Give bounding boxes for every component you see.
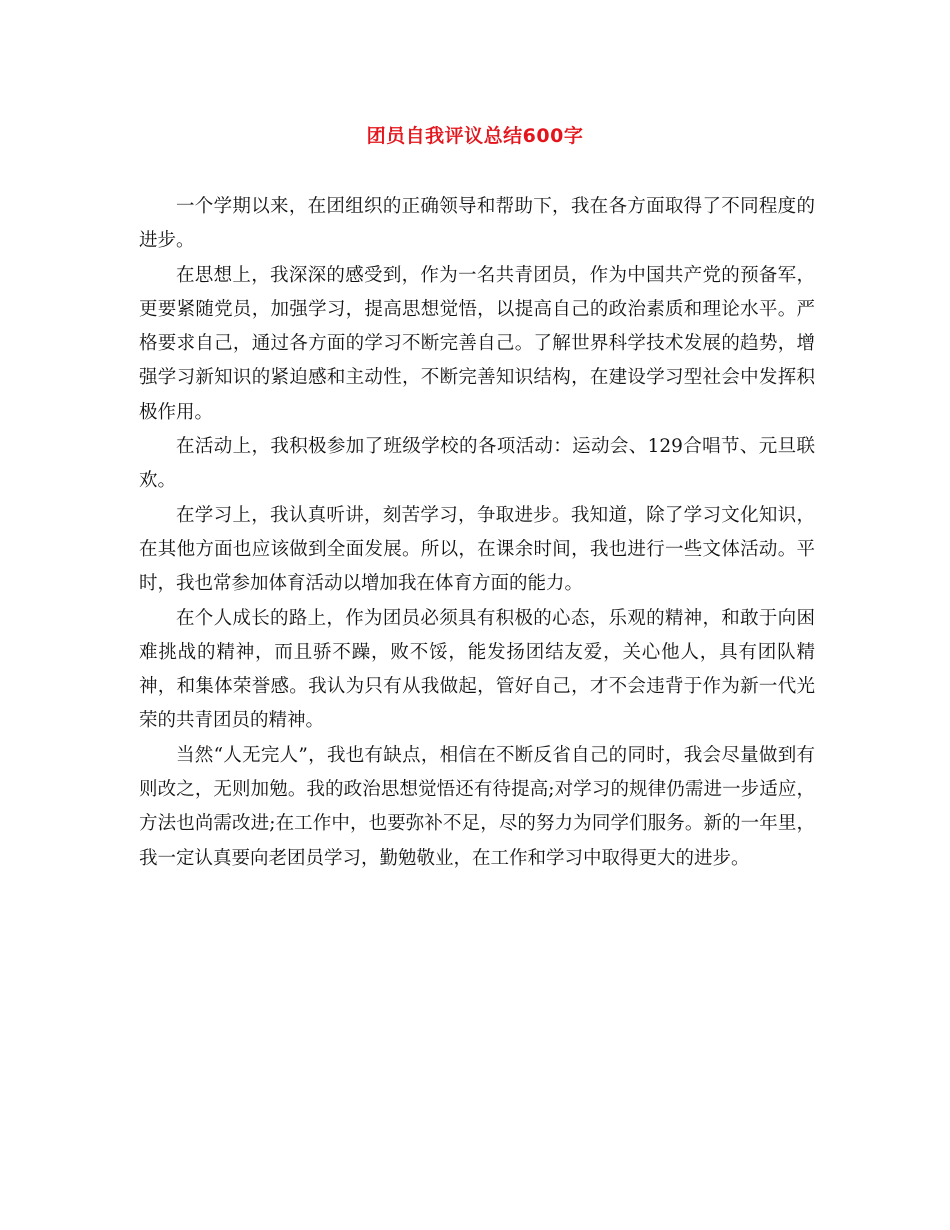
paragraph-intro: 一个学期以来，在团组织的正确领导和帮助下，我在各方面取得了不同程度的进步。 bbox=[139, 196, 815, 252]
paragraph-shortcomings: 当然“人无完人”，我也有缺点，相信在不断反省自己的同时，我会尽量做到有则改之，无则加勉。我的政治思想觉悟还有待提高;对学习的规律仍需进一步适应，方法也尚需改进;在工作中，也要弥补不足，尽的努力为同学们服务。新的一年里，我一定认真要向老团员学习，勤勉敬业，在工作和学习中取得更大的进步。 bbox=[139, 744, 815, 869]
paragraph-growth: 在个人成长的路上，作为团员必须具有积极的心态，乐观的精神，和敢于向困难挑战的精神，而且骄不躁，败不馁，能发扬团结友爱，关心他人，具有团队精神，和集体荣誉感。我认为只有从我做起，管好自己，才不会违背于作为新一代光荣的共青团员的精神。 bbox=[139, 607, 815, 732]
document-body bbox=[139, 190, 815, 876]
paragraph-thought: 在思想上，我深深的感受到，作为一名共青团员，作为中国共产党的预备军，更要紧随党员，加强学习，提高思想觉悟，以提高自己的政治素质和理论水平。严格要求自己，通过各方面的学习不断完善自己。了解世界科学技术发展的趋势，增强学习新知识的紧迫感和主动性，不断完善知识结构，在建设学习型社会中发挥积极作用。 bbox=[139, 264, 815, 423]
paragraph-study: 在学习上，我认真听讲，刻苦学习，争取进步。我知道，除了学习文化知识，在其他方面也应该做到全面发展。所以，在课余时间，我也进行一些文体活动。平时，我也常参加体育活动以增加我在体育方面的能力。 bbox=[139, 504, 815, 595]
paragraph-activities: 在活动上，我积极参加了班级学校的各项活动：运动会、129合唱节、元旦联欢。 bbox=[139, 436, 815, 492]
document-title: 团员自我评议总结600字 bbox=[366, 125, 584, 147]
